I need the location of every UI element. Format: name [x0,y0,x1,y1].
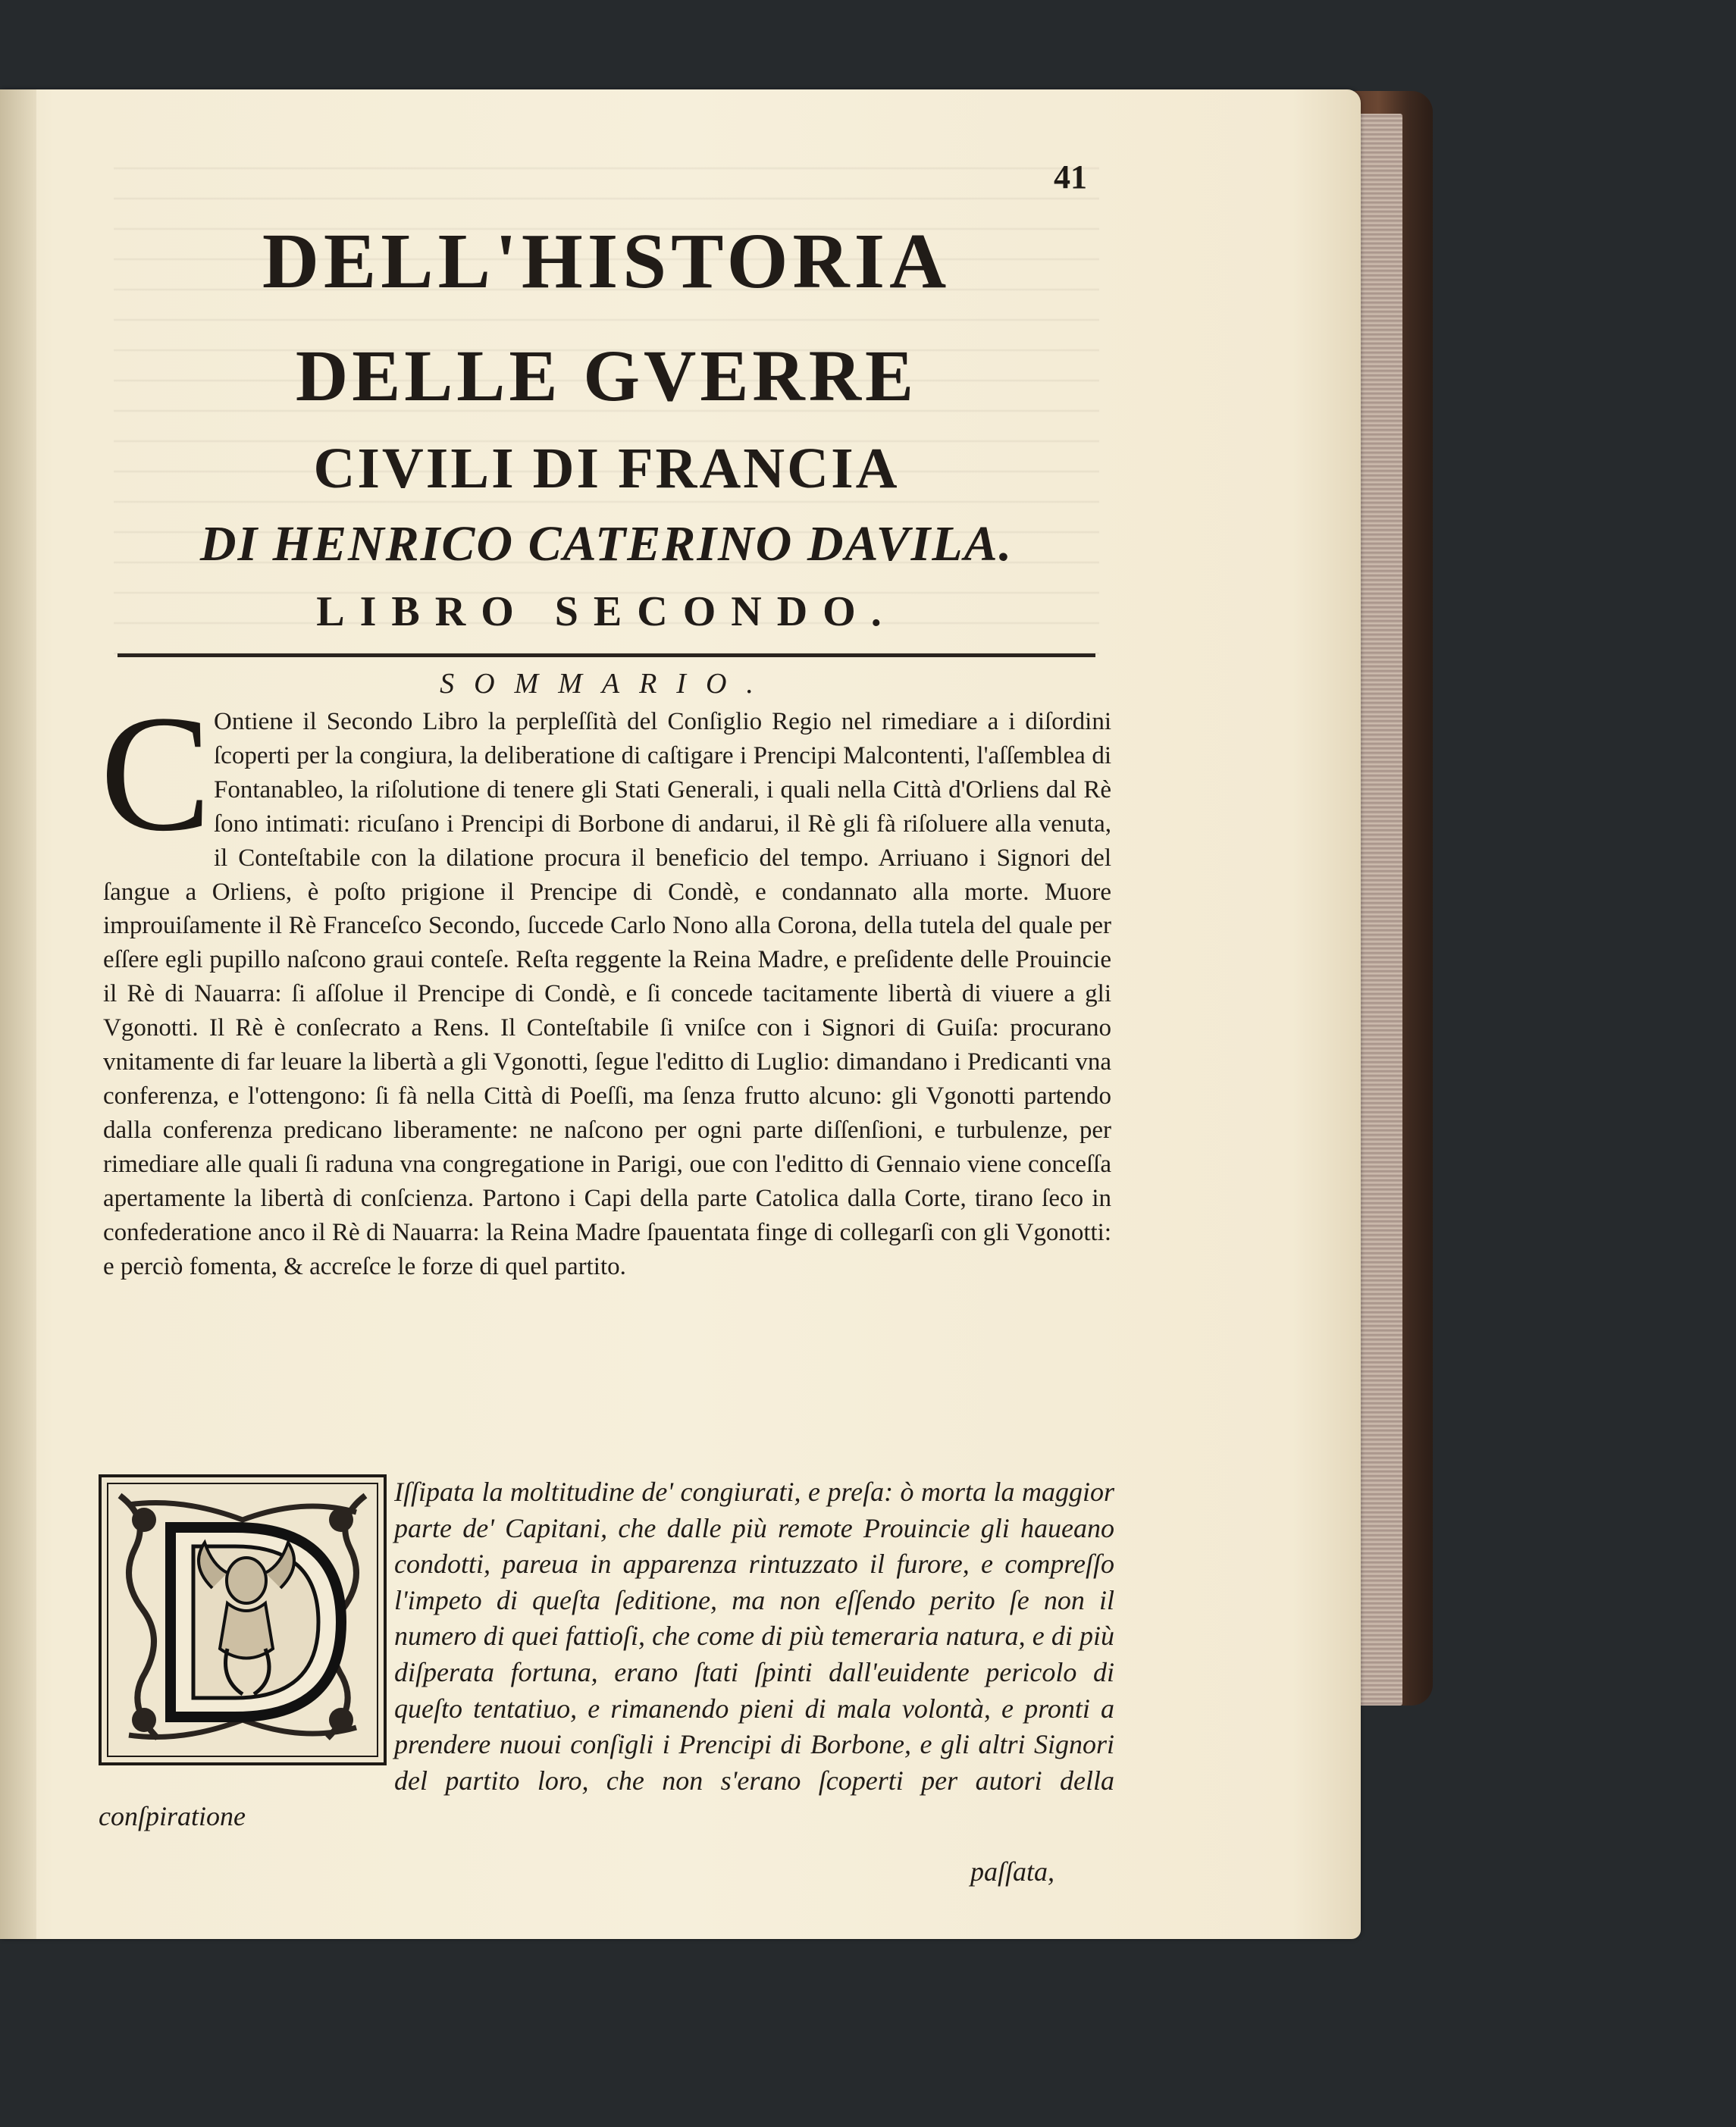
title-line-3: CIVILI DI FRANCIA [313,437,900,500]
decorated-initial-d [99,1474,387,1765]
horizontal-rule [118,653,1095,657]
author-line: DI HENRICO CATERINO DAVILA. [199,516,1014,572]
page-block-edge [1357,114,1402,1706]
sommario-heading: SOMMARIO. [440,668,773,700]
initial-c: C [100,681,212,866]
title-line-1: DELL'HISTORIA [262,218,951,305]
page-number: 41 [1054,158,1087,196]
body-paragraph [99,1474,1114,1835]
book-number: LIBRO SECONDO. [316,588,897,635]
body-text: Iſſipata la moltitudine de' congiurati, e preſa: ò morta la maggior parte de' Capitani, che dalle più remote Prouincie gli haueano condotti, pareua in apparenza rintuzzato il furore, e compreſſo l'impeto di queſta ſeditione, ma non eſſendo perito ſe non il numero di quei fattioſi, che come di più temeraria natura, e di più diſperata fortuna, erano ſtati ſpinti dall'euidente pericolo di queſto tentatiuo, e rimanendo pieni di mala volontà, e pronti a prendere nuoui conſigli i Prencipi di Borbone, e gli altri Signori del partito loro, che non s'erano ſcoperti per autori della conſpiratione [99,1477,1114,1832]
title-line-2: DELLE GVERRE [295,335,918,416]
page-gutter [0,89,36,1939]
summary-text: Ontiene il Secondo Libro la perpleſſità del Conſiglio Regio nel rimediare a i diſordini ſcoperti per la congiura, la deliberatione di caſtigare i Prencipi Malcontenti, l'aſſemblea di Fontanableo, la riſolutione di tenere gli Stati Generali, i quali nella Città d'Orliens dal Rè ſono intimati: ricuſano i Prencipi di Borbone di andarui, il Rè gli fà riſoluere alla venuta, il Conteſtabile con la dilatione procura il beneficio del tempo. Arriuano i Signori del ſangue a Orliens, è poſto prigione il Prencipe di Condè, e condannato alla morte. Muore improuiſamente il Rè Franceſco Secondo, ſuccede Carlo Nono alla Corona, della tutela del quale per eſſere egli pupillo naſcono graui conteſe. Reſta reggente la Reina Madre, e preſidente delle Prouincie il Rè di Nauarra: ſi aſſolue il Prencipe di Condè, e ſi concede tacitamente libertà di viuere a gli Vgonotti. Il Rè è conſecrato a Rens. Il Conteſtabile ſi vniſce con i Signori di Guiſa: procurano vnitamente di far leuare la libertà a gli Vgonotti, ſegue l'editto di Luglio: dimandano i Predicanti vna conferenza, e l'ottengono: ſi fà nella Città di Poeſſi, ma ſenza frutto alcuno: gli Vgonotti partendo dalla conferenza predicano liberamente: ne naſcono per ogni parte diſſenſioni, e turbulenze, per rimediare alle quali ſi raduna vna congregatione in Parigi, oue con l'editto di Gennaio viene conceſſa apertamente la libertà di conſcienza. Partono i Capi della parte Catolica dalla Corte, tirano ſeco in confederatione anco il Rè di Nauarra: la Reina Madre ſpauentata finge di collegarſi con gli Vgonotti: e perciò fomenta, & accreſce le forze di quel partito. [103,708,1111,1280]
catchword: paſſata, [970,1856,1055,1887]
